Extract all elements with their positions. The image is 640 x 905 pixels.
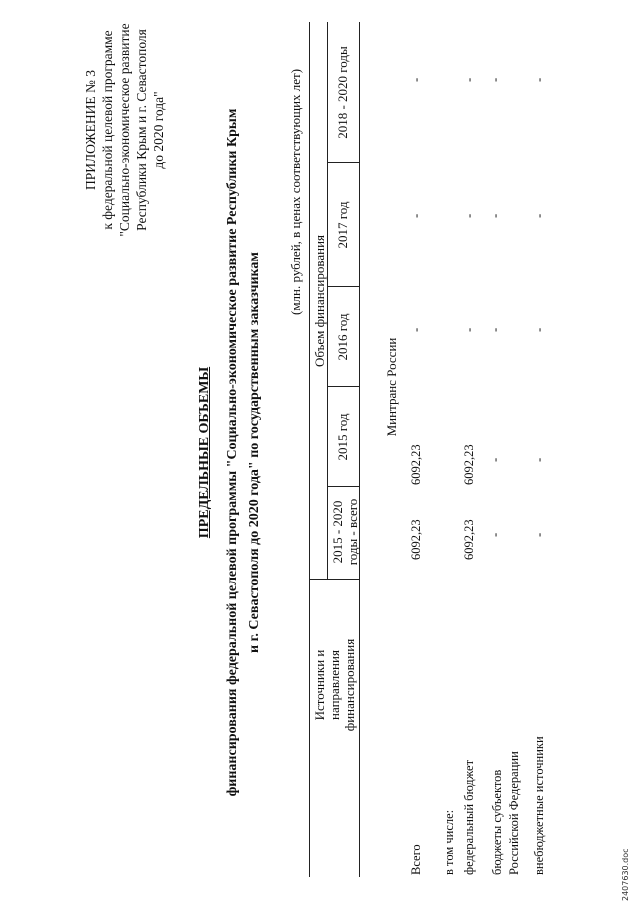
file-reference: 2407630.doc (621, 848, 630, 901)
row-regional-2018-2020: - (488, 77, 502, 82)
header-bottom-rule (359, 22, 360, 877)
annex-block (82, 15, 167, 245)
table-top-border (309, 22, 310, 877)
header-volume: Объем финансирования (312, 234, 327, 368)
document-subtitle-line-1: финансирования федеральной целевой программы "Социально-экономическое развитие Республики Крым (225, 108, 240, 797)
document-subtitle-line-2: и г. Севастополя до 2020 года" по государственным заказчикам (247, 252, 262, 653)
row-federal-2017: - (462, 213, 476, 218)
customer-heading: Минтранс России (384, 337, 399, 437)
row-total-2017: - (409, 213, 423, 218)
row-label-total: Всего (409, 844, 423, 875)
row-extra-2016: - (532, 327, 546, 332)
row-federal-2018-2020: - (462, 77, 476, 82)
header-sources: Источники и направления финансирования (312, 638, 357, 732)
header-year-2015: 2015 год (335, 413, 350, 461)
annex-line-4: Республики Крым и г. Севастополя (134, 29, 149, 231)
row-federal-all-years: 6092,23 (462, 519, 476, 560)
header-mid-rule (327, 22, 328, 580)
units-note: (млн. рублей, в ценах соответствующих лет) (288, 68, 303, 315)
row-extra-2018-2020: - (532, 77, 546, 82)
row-regional-2016: - (488, 327, 502, 332)
row-label-regional-budgets: бюджеты субъектов Российской Федерации (490, 751, 521, 875)
row-label-federal-budget: федеральный бюджет (462, 759, 476, 875)
row-total-2015: 6092,23 (409, 444, 423, 485)
header-year-2016: 2016 год (335, 313, 350, 361)
row-label-extrabudgetary: внебюджетные источники (532, 736, 546, 875)
row-federal-2016: - (462, 327, 476, 332)
row-extra-2017: - (532, 213, 546, 218)
row-total-2018-2020: - (409, 77, 423, 82)
annex-line-3: "Социально-экономическое развитие (117, 23, 132, 237)
header-total: 2015 - 2020 годы - всего (330, 498, 360, 566)
header-year-2018-2020: 2018 - 2020 годы (335, 46, 350, 139)
row-total-all-years: 6092,23 (409, 519, 423, 560)
row-extra-all-years: - (532, 532, 546, 537)
row-label-including: в том числе: (442, 809, 456, 875)
row-total-2016: - (409, 327, 423, 332)
header-year-2017: 2017 год (335, 201, 350, 249)
annex-line-5: до 2020 года" (151, 91, 166, 169)
row-extra-2015: - (532, 457, 546, 462)
annex-line-2: к федеральной целевой программе (100, 30, 115, 230)
row-regional-2017: - (488, 213, 502, 218)
row-federal-2015: 6092,23 (462, 444, 476, 485)
row-regional-2015: - (488, 457, 502, 462)
document-title: ПРЕДЕЛЬНЫЕ ОБЪЕМЫ (197, 366, 212, 539)
annex-number: ПРИЛОЖЕНИЕ № 3 (83, 69, 98, 191)
row-regional-all-years: - (488, 532, 502, 537)
